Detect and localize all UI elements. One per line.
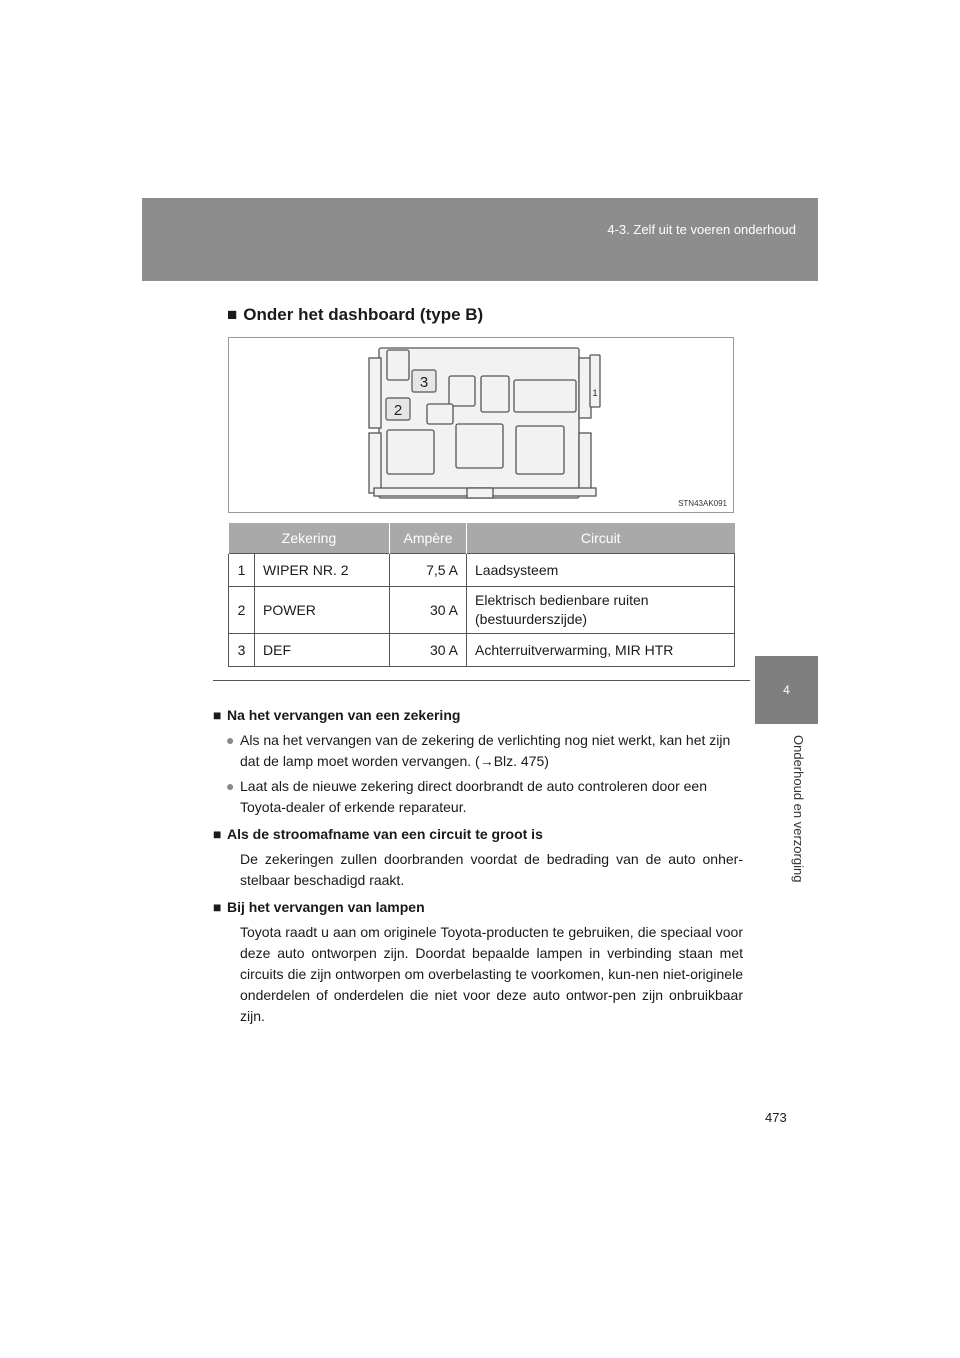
fuse-ampere: 7,5 A [390, 554, 467, 587]
list-item-text: Laat als de nieuwe zekering direct doorbrandt de auto controleren door een Toyota-dealer of erkende reparateur. [240, 778, 707, 815]
callout-2: 2 [393, 402, 403, 419]
section-heading [227, 305, 483, 325]
callout-1: 1 [592, 388, 598, 398]
fuse-ampere: 30 A [390, 634, 467, 667]
section-title: Onder het dashboard (type B) [243, 305, 484, 324]
square-bullet-icon: ■ [213, 899, 222, 915]
table-row [229, 587, 735, 634]
row-number: 1 [229, 554, 255, 587]
fuse-circuit: Achterruitverwarming, MIR HTR [467, 634, 735, 667]
table-row [229, 554, 735, 587]
bullet-icon: ● [226, 778, 235, 794]
square-bullet-icon: ■ [227, 305, 238, 324]
chapter-title: Onderhoud en verzorging [791, 735, 806, 883]
fuse-ampere: 30 A [390, 587, 467, 634]
list-item-text: Als na het vervangen van de zekering de verlichting nog niet werkt, kan het zijn dat de lamp moet worden vervangen. (→Blz. 475) [240, 732, 731, 769]
callout-3: 3 [419, 374, 429, 391]
list-item [213, 730, 743, 772]
note-heading-text: Bij het vervangen van lampen [227, 899, 425, 915]
table-header-circuit: Circuit [467, 523, 735, 554]
note-heading [213, 897, 743, 918]
row-number: 2 [229, 587, 255, 634]
divider [213, 680, 750, 681]
row-number: 3 [229, 634, 255, 667]
header-band [142, 198, 818, 281]
square-bullet-icon: ■ [213, 826, 222, 842]
note-heading-text: Na het vervangen van een zekering [227, 707, 461, 723]
note-heading-text: Als de stroomafname van een circuit te groot is [227, 826, 543, 842]
note-paragraph: De zekeringen zullen doorbranden voordat de bedrading van de auto onher-stelbaar beschadigd raakt. [240, 851, 743, 888]
fuse-circuit: Laadsysteem [467, 554, 735, 587]
bullet-icon: ● [226, 732, 235, 748]
fuse-table [228, 523, 735, 667]
fuse-name: POWER [255, 587, 390, 634]
note-heading [213, 705, 743, 726]
diagram-code: STN43AK091 [678, 499, 727, 508]
table-row [229, 634, 735, 667]
fuse-name: WIPER NR. 2 [255, 554, 390, 587]
fuse-box-drawing [229, 338, 733, 512]
notes-block [213, 699, 743, 1027]
fuse-box-diagram [228, 337, 734, 513]
square-bullet-icon: ■ [213, 707, 222, 723]
list-item [213, 776, 743, 818]
note-heading [213, 824, 743, 845]
header-section-title: 4-3. Zelf uit te voeren onderhoud [607, 222, 796, 237]
fuse-circuit: Elektrisch bedienbare ruiten (bestuurderszijde) [467, 587, 735, 634]
table-header-fuse: Zekering [229, 523, 390, 554]
fuse-name: DEF [255, 634, 390, 667]
table-header-ampere: Ampère [390, 523, 467, 554]
chapter-tab[interactable]: 4 [755, 656, 818, 724]
page-number: 473 [765, 1110, 787, 1125]
note-paragraph: Toyota raadt u aan om originele Toyota-producten te gebruiken, die speciaal voor deze auto ontworpen zijn. Doordat bepaalde lampen in verbinding staan met circuits die zijn ontworpen om overbelasting te voorkomen, kun-nen niet-originele onderdelen of onderdelen die niet voor deze auto ontwor-pen zijn onbruikbaar zijn. [240, 924, 743, 1024]
